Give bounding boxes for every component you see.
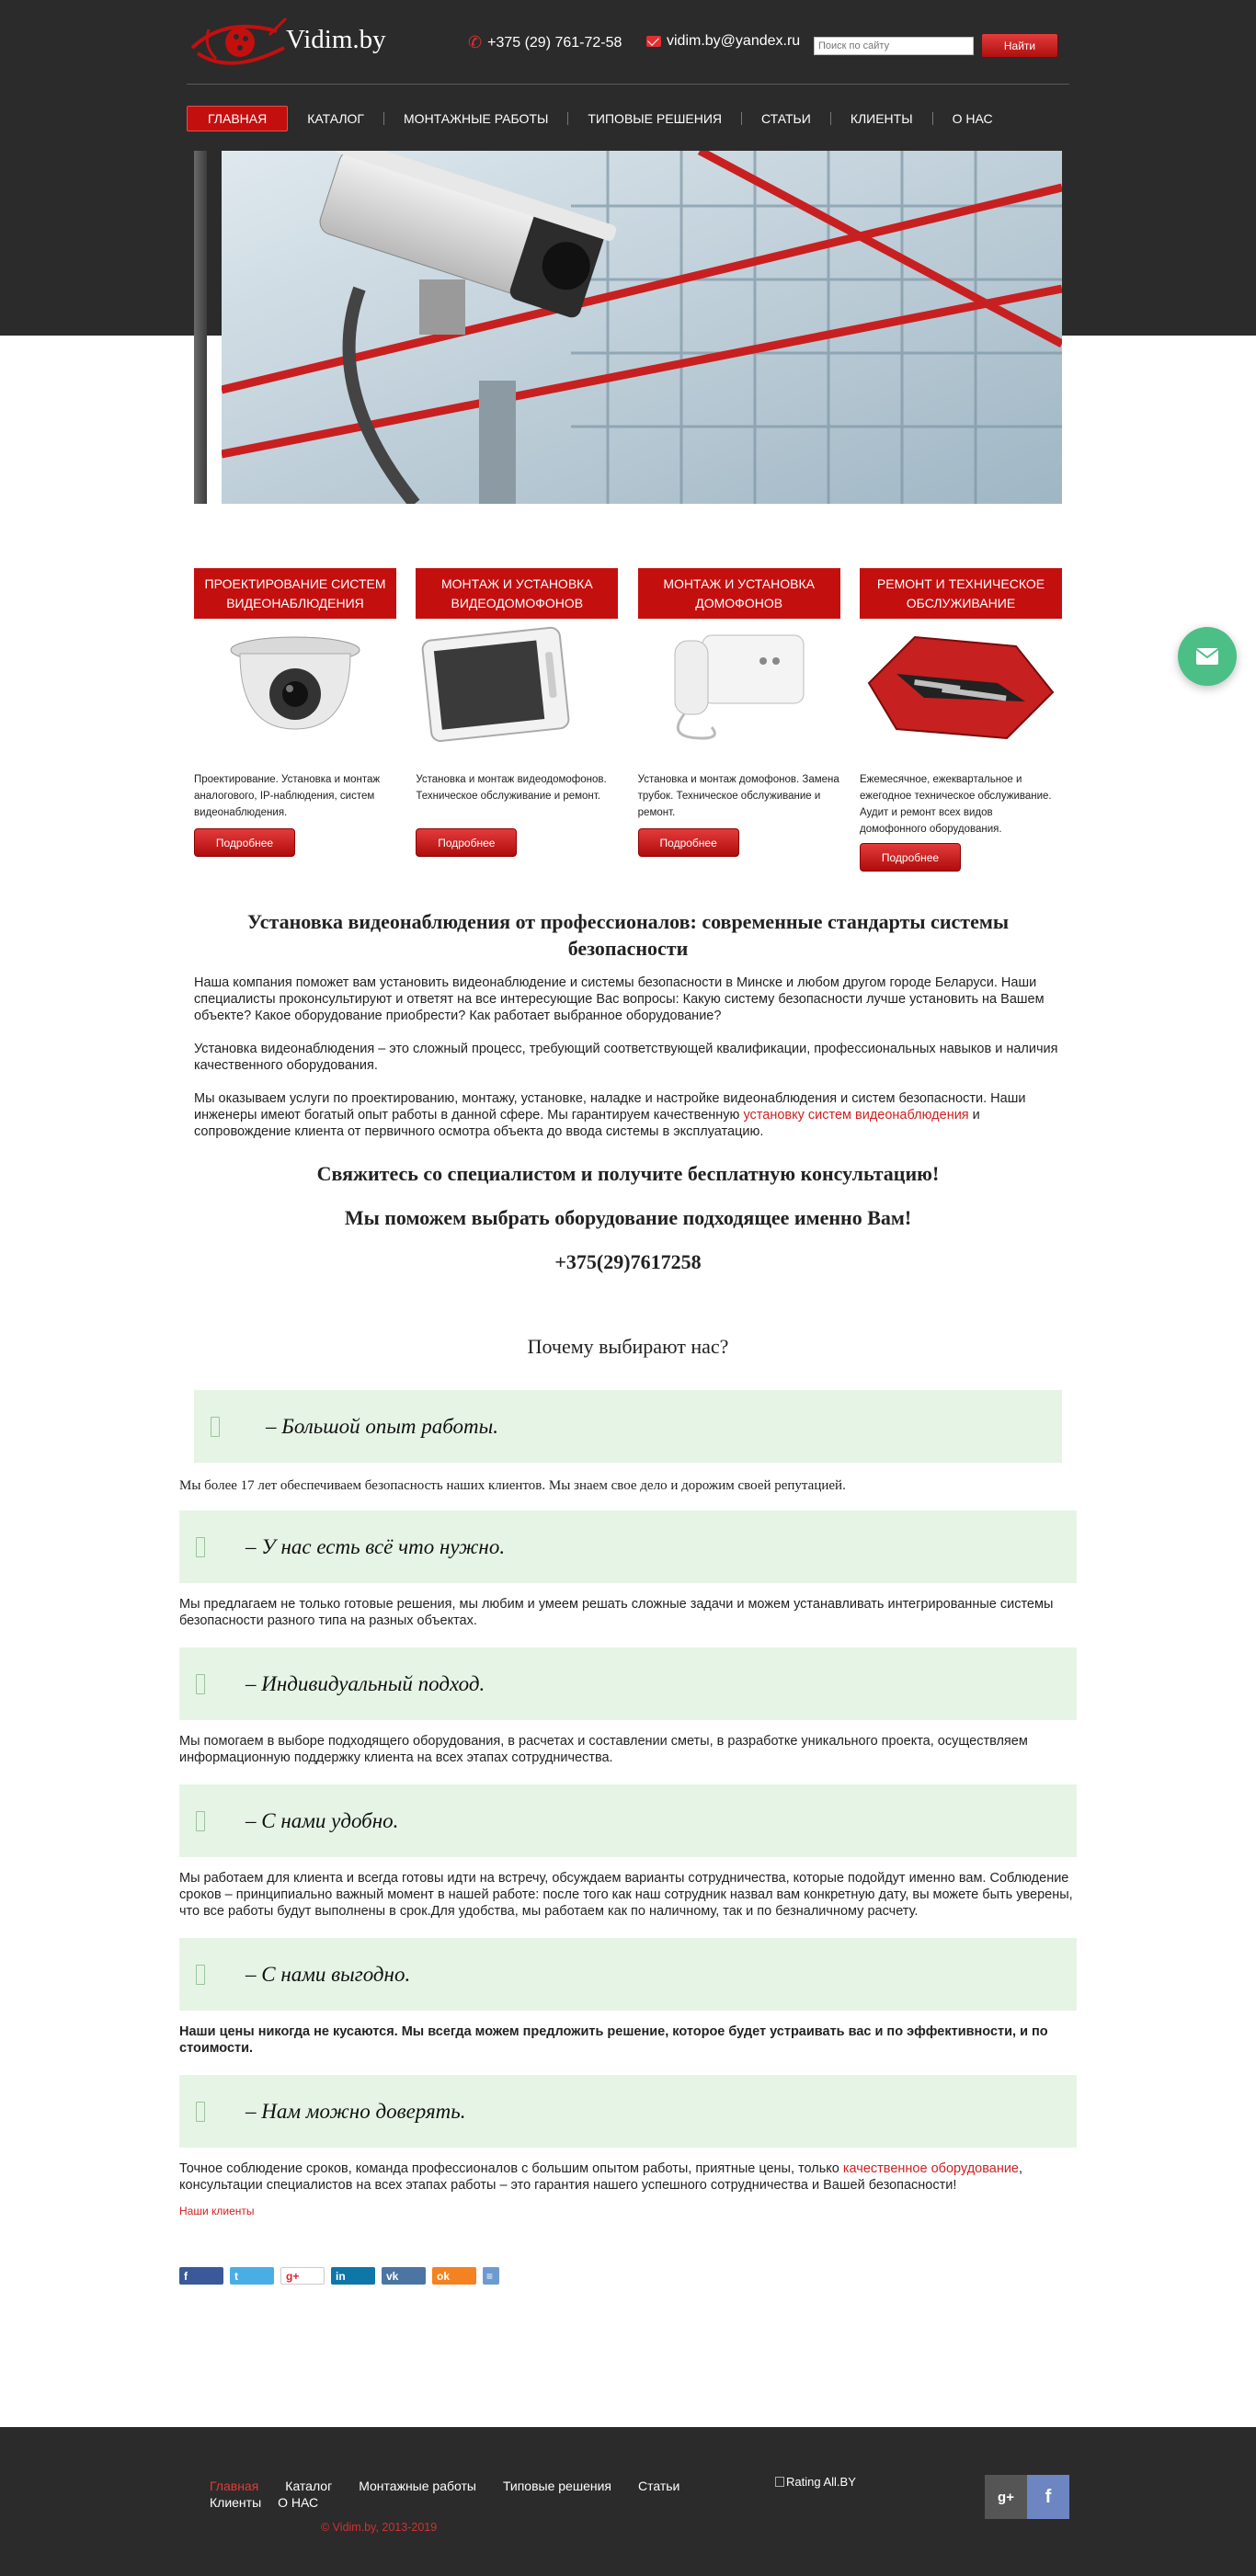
footer-link-about[interactable]: О НАС: [278, 2495, 319, 2510]
service-description: Ежемесячное, ежеквартальное и ежегодное техническое обслуживание. Аудит и ремонт всех видов домофонного оборудования.: [859, 774, 1052, 835]
dome-camera-image: [194, 619, 396, 747]
rating-badge[interactable]: Rating All.BY: [775, 2475, 856, 2489]
advantage-title: – У нас есть всё что нужно.: [245, 1534, 506, 1558]
footer-link-clients[interactable]: Клиенты: [210, 2495, 262, 2510]
service-more-button[interactable]: Подробнее: [638, 828, 739, 857]
envelope-icon: [646, 36, 661, 47]
advantage-text: Мы более 17 лет обеспечиваем безопасность наших клиентов. Мы знаем свое дело и дорожим своей репутацией.: [179, 1478, 846, 1493]
service-card: [860, 568, 1062, 872]
toolbox-image: [860, 619, 1062, 747]
service-title[interactable]: МОНТАЖ И УСТАНОВКА ВИДЕОДОМОФОНОВ: [416, 568, 618, 619]
advantage-box: [194, 1390, 1062, 1463]
video-intercom-image: [416, 619, 618, 747]
logo[interactable]: [188, 11, 386, 74]
article-title: Установка видеонаблюдения от профессионалов: современные стандарты системы безопасности: [247, 910, 1009, 960]
advantage-text: Наши цены никогда не кусаются. Мы всегда можем предложить решение, которое будет устраивать вас и по эффективности, и по стоимости.: [179, 2024, 1048, 2056]
envelope-icon: [1195, 647, 1219, 666]
nav-item-catalog[interactable]: КАТАЛОГ: [307, 111, 365, 126]
service-title[interactable]: РЕМОНТ И ТЕХНИЧЕСКОЕ ОБСЛУЖИВАНИЕ: [860, 568, 1062, 619]
nav-item-home[interactable]: ГЛАВНАЯ: [187, 106, 288, 131]
advantage-box: [179, 1510, 1077, 1583]
cctv-camera-photo: [222, 151, 1062, 504]
advantage-title: – С нами удобно.: [245, 1808, 399, 1832]
banner-side-strip: [194, 151, 207, 504]
footer-link-solutions[interactable]: Типовые решения: [502, 2479, 611, 2493]
advantage-text: Мы помогаем в выборе подходящего оборудования, в расчетах и составлении сметы, в разработке уникального проекта, осуществляем информационную поддержку клиента на всех этапах сотрудничества.: [179, 1734, 1028, 1765]
service-more-button[interactable]: Подробнее: [194, 828, 295, 857]
service-title[interactable]: ПРОЕКТИРОВАНИЕ СИСТЕМ ВИДЕОНАБЛЮДЕНИЯ: [194, 568, 396, 619]
contact-fab[interactable]: [1178, 627, 1237, 686]
clients-link[interactable]: Наши клиенты: [179, 2205, 255, 2217]
vk-share-button[interactable]: vk: [382, 2267, 426, 2285]
bar-icon: [196, 1537, 205, 1557]
broken-image-icon: [775, 2477, 784, 2487]
service-description: Проектирование. Установка и монтаж аналогового, IP-наблюдения, систем видеонаблюдения.: [194, 774, 381, 818]
copyright: © Vidim.by, 2013-2019: [321, 2521, 438, 2534]
article-paragraph: Наша компания поможет вам установить видеонаблюдение и системы безопасности в Минске и любом другом городе Беларуси. Наши специалисты проконсультируют и ответят на все интересующие Вас вопросы: Какую систему безопасности лучше установить на Вашем объекте? Какое оборудование приобрести? Как работает выбранное оборудование?: [194, 975, 1045, 1023]
advantage-box: [179, 1784, 1077, 1857]
google-plus-share-button[interactable]: g+: [280, 2267, 325, 2285]
linkedin-share-button[interactable]: in: [331, 2267, 375, 2285]
site-header: [187, 0, 1069, 85]
advantage-text: Мы предлагаем не только готовые решения, мы любим и умеем решать сложные задачи и можем устанавливать интегрированные системы безопасности разного типа на разных объектах.: [179, 1597, 1054, 1628]
phone-icon: ✆: [468, 33, 483, 51]
advantage-box: [179, 1938, 1077, 2011]
intercom-handset-image: [638, 619, 840, 747]
article-paragraph: Установка видеонаблюдения – это сложный процесс, требующий соответствующей квалификации, профессиональных навыков и наличия качественного оборудования.: [194, 1042, 1058, 1073]
services-section: [187, 568, 1069, 872]
logo-text: Vidim.by: [286, 24, 386, 54]
bar-icon: [211, 1417, 220, 1437]
footer-nav: [210, 2478, 706, 2511]
site-footer: [0, 2427, 1256, 2576]
nav-item-about[interactable]: О НАС: [932, 112, 1012, 125]
nav-item-solutions[interactable]: ТИПОВЫЕ РЕШЕНИЯ: [567, 112, 741, 125]
email-address: vidim.by@yandex.ru: [667, 33, 801, 49]
footer-link-installation[interactable]: Монтажные работы: [359, 2479, 476, 2493]
advantage-text: Точное соблюдение сроков, команда профессионалов с большим опытом работы, приятные цены, только качественное оборудование, консультации специалистов на всех этапах работы – это гарантия нашего успешного сотрудничества и Вашей безопасности!: [179, 2161, 1023, 2193]
advantage-text: Мы работаем для клиента и всегда готовы идти на встречу, обсуждаем варианты сотрудничества, которые подойдут именно вам. Соблюдение сроков – принципиально важный момент в нашей работе: после того как наш сотрудник назвал вам конкретную дату, вы можете быть уверены, что все работы будут выполнены в срок.Для удобства, мы работаем как по наличному, так и по безналичному расчету.: [179, 1871, 1073, 1919]
share-buttons: [179, 2267, 1077, 2285]
header-phone[interactable]: [468, 33, 622, 52]
bar-icon: [196, 2102, 205, 2122]
page-container: [187, 0, 1069, 1463]
footer-link-home[interactable]: Главная: [210, 2479, 259, 2493]
nav-item-clients[interactable]: КЛИЕНТЫ: [830, 112, 932, 125]
search-input[interactable]: [814, 37, 974, 55]
equipment-link[interactable]: качественное оборудование: [842, 2161, 1019, 2176]
hero-banner: [194, 151, 1062, 504]
advantage-title: – Индивидуальный подход.: [245, 1671, 485, 1695]
service-more-button[interactable]: Подробнее: [860, 843, 961, 872]
footer-link-articles[interactable]: Статьи: [638, 2479, 680, 2493]
cta-consultation: Свяжитесь со специалистом и получите бесплатную консультацию!: [316, 1162, 940, 1185]
cta-phone: +375(29)7617258: [554, 1250, 702, 1273]
nav-item-installation[interactable]: МОНТАЖНЫЕ РАБОТЫ: [383, 112, 567, 125]
google-plus-icon[interactable]: g+: [985, 2475, 1027, 2519]
header-email[interactable]: [646, 33, 800, 50]
main-nav: [187, 105, 1069, 132]
facebook-icon[interactable]: f: [1027, 2475, 1069, 2519]
search-button[interactable]: Найти: [981, 33, 1058, 58]
nav-item-articles[interactable]: СТАТЬИ: [741, 112, 830, 125]
bar-icon: [196, 1965, 205, 1985]
phone-number: +375 (29) 761-72-58: [487, 34, 622, 51]
service-card: [638, 568, 840, 872]
advantage-title: – Большой опыт работы.: [266, 1414, 498, 1438]
article: [187, 908, 1069, 1463]
more-share-button[interactable]: ≡: [483, 2267, 499, 2285]
advantage-box: [179, 1647, 1077, 1720]
article-paragraph: Мы оказываем услуги по проектированию, монтажу, установке, наладке и настройке видеонаблюдения и систем безопасности. Наши инженеры имеют богатый опыт работы в данной сфере. Мы гарантируем качественную установку систем видеонаблюдения и сопровождение клиента от первичного осмотра объекта до ввода системы в эксплуатацию.: [194, 1091, 1026, 1139]
odnoklassniki-share-button[interactable]: ok: [432, 2267, 476, 2285]
service-description: Установка и монтаж видеодомофонов. Техническое обслуживание и ремонт.: [416, 774, 607, 802]
bar-icon: [196, 1811, 205, 1831]
advantages-section: [179, 1477, 1073, 2285]
footer-link-catalog[interactable]: Каталог: [285, 2479, 333, 2493]
facebook-share-button[interactable]: f: [179, 2267, 223, 2285]
install-link[interactable]: установку систем видеонаблюдения: [743, 1108, 969, 1123]
twitter-share-button[interactable]: t: [230, 2267, 274, 2285]
service-card: [194, 568, 396, 872]
eye-logo-icon: [188, 11, 290, 74]
advantage-title: – Нам можно доверять.: [245, 2099, 466, 2123]
service-card: [416, 568, 618, 872]
footer-social: [985, 2475, 1069, 2519]
service-title[interactable]: МОНТАЖ И УСТАНОВКА ДОМОФОНОВ: [638, 568, 840, 619]
service-description: Установка и монтаж домофонов. Замена трубок. Техническое обслуживание и ремонт.: [637, 774, 839, 818]
cta-help: Мы поможем выбрать оборудование подходящее именно Вам!: [344, 1206, 912, 1229]
advantage-box: [179, 2075, 1077, 2148]
service-more-button[interactable]: Подробнее: [416, 828, 517, 857]
bar-icon: [196, 1674, 205, 1694]
why-title: Почему выбирают нас?: [527, 1335, 729, 1358]
advantage-title: – С нами выгодно.: [245, 1962, 411, 1986]
